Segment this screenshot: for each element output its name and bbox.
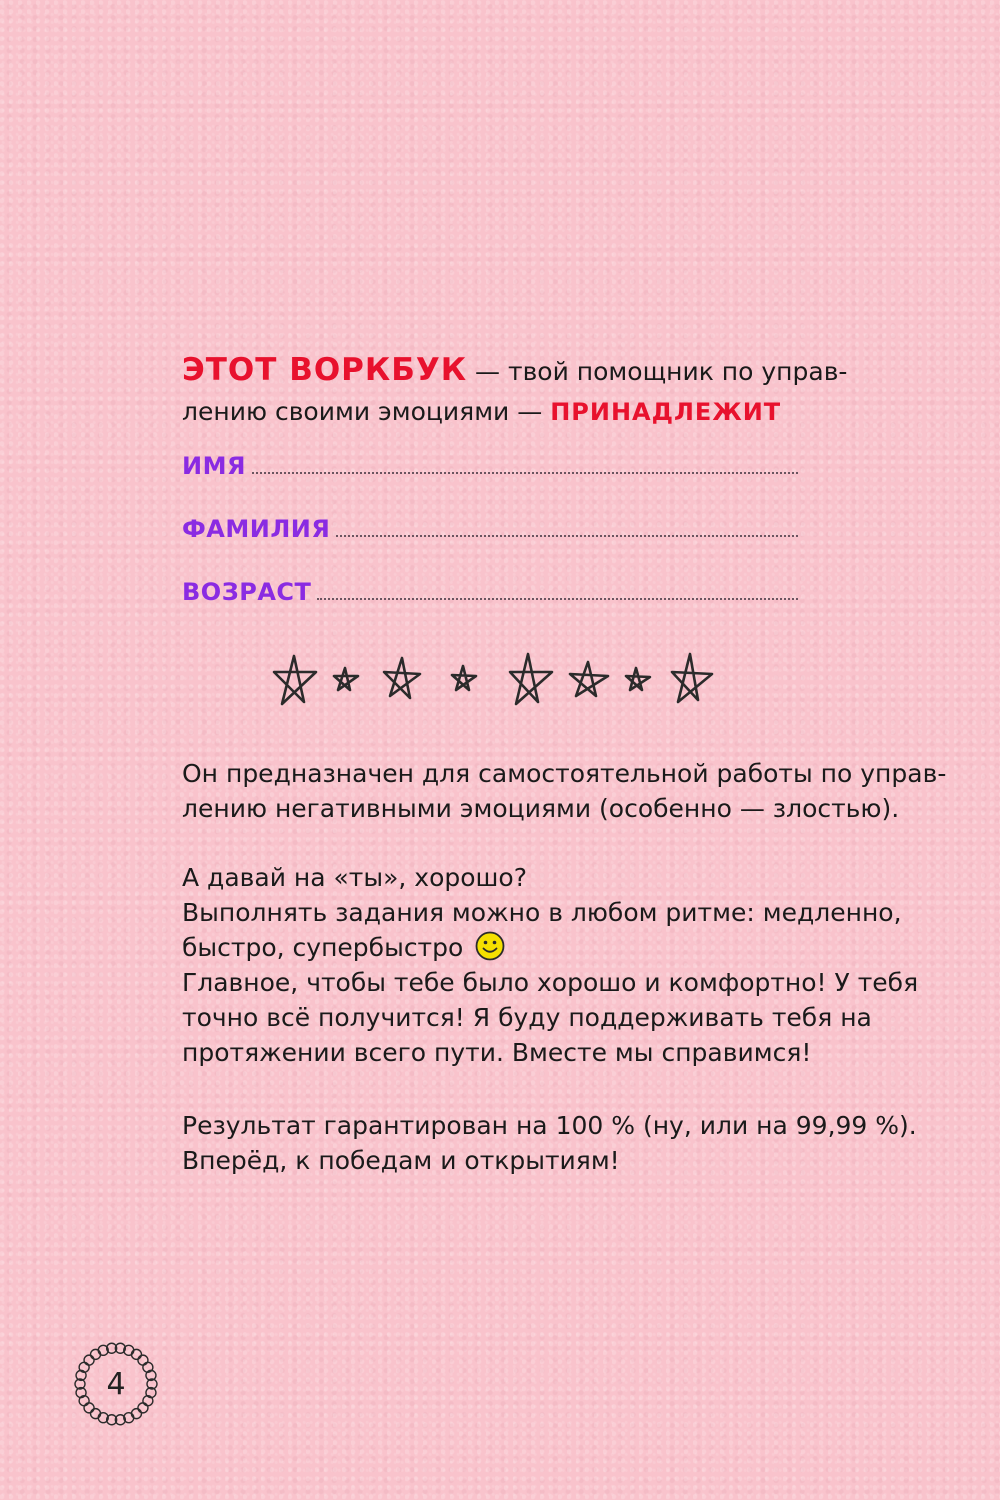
name-label: ИМЯ	[182, 452, 246, 480]
page-number-badge	[72, 1340, 160, 1428]
greeting-line: Главное, чтобы тебе было хорошо и комфортно! У тебя	[182, 968, 919, 997]
smiley-icon	[475, 931, 505, 961]
description-line: лению негативными эмоциями (особенно — злостью).	[182, 794, 900, 823]
belongs-label: ПРИНАДЛЕЖИТ	[550, 398, 782, 426]
star-icon	[452, 666, 476, 690]
result-line: Вперёд, к победам и открытиям!	[182, 1146, 620, 1175]
star-icon	[672, 654, 712, 702]
greeting-line-with-smiley	[182, 930, 800, 965]
greeting-line: А давай на «ты», хорошо?	[182, 863, 527, 892]
star-icon	[274, 656, 316, 704]
age-field[interactable]	[182, 566, 798, 606]
surname-field[interactable]	[182, 503, 798, 543]
star-icon	[626, 668, 650, 690]
page-number: 4	[106, 1366, 126, 1402]
greeting-line: Выполнять задания можно в любом ритме: медленно,	[182, 898, 902, 927]
greeting-paragraph	[182, 860, 919, 1070]
workbook-title: ЭТОТ ВОРКБУК	[182, 352, 468, 388]
greeting-line: протяжении всего пути. Вместе мы справимся!	[182, 1038, 812, 1067]
intro-line2: лению своими эмоциями —	[182, 397, 551, 426]
age-label: ВОЗРАСТ	[182, 578, 312, 606]
star-icon	[510, 654, 552, 704]
intro-line1: — твой помощник по управ-	[467, 357, 848, 386]
result-line: Результат гарантирован на 100 % (ну, или на 99,99 %).	[182, 1111, 917, 1140]
surname-label: ФАМИЛИЯ	[182, 515, 331, 543]
name-field[interactable]	[182, 440, 798, 480]
star-icon	[570, 662, 608, 696]
name-dotted-line[interactable]	[252, 472, 798, 474]
star-icon	[384, 658, 420, 698]
surname-dotted-line[interactable]	[336, 535, 798, 537]
description-line: Он предназначен для самостоятельной работы по управ-	[182, 759, 947, 788]
result-paragraph	[182, 1108, 917, 1178]
age-dotted-line[interactable]	[317, 598, 798, 600]
intro-paragraph	[182, 350, 848, 432]
star-icon	[334, 668, 358, 690]
stars-decoration	[270, 650, 720, 710]
greeting-line: быстро, супербыстро	[182, 933, 464, 962]
description-paragraph	[182, 756, 947, 826]
greeting-line: точно всё получится! Я буду поддерживать тебя на	[182, 1003, 872, 1032]
